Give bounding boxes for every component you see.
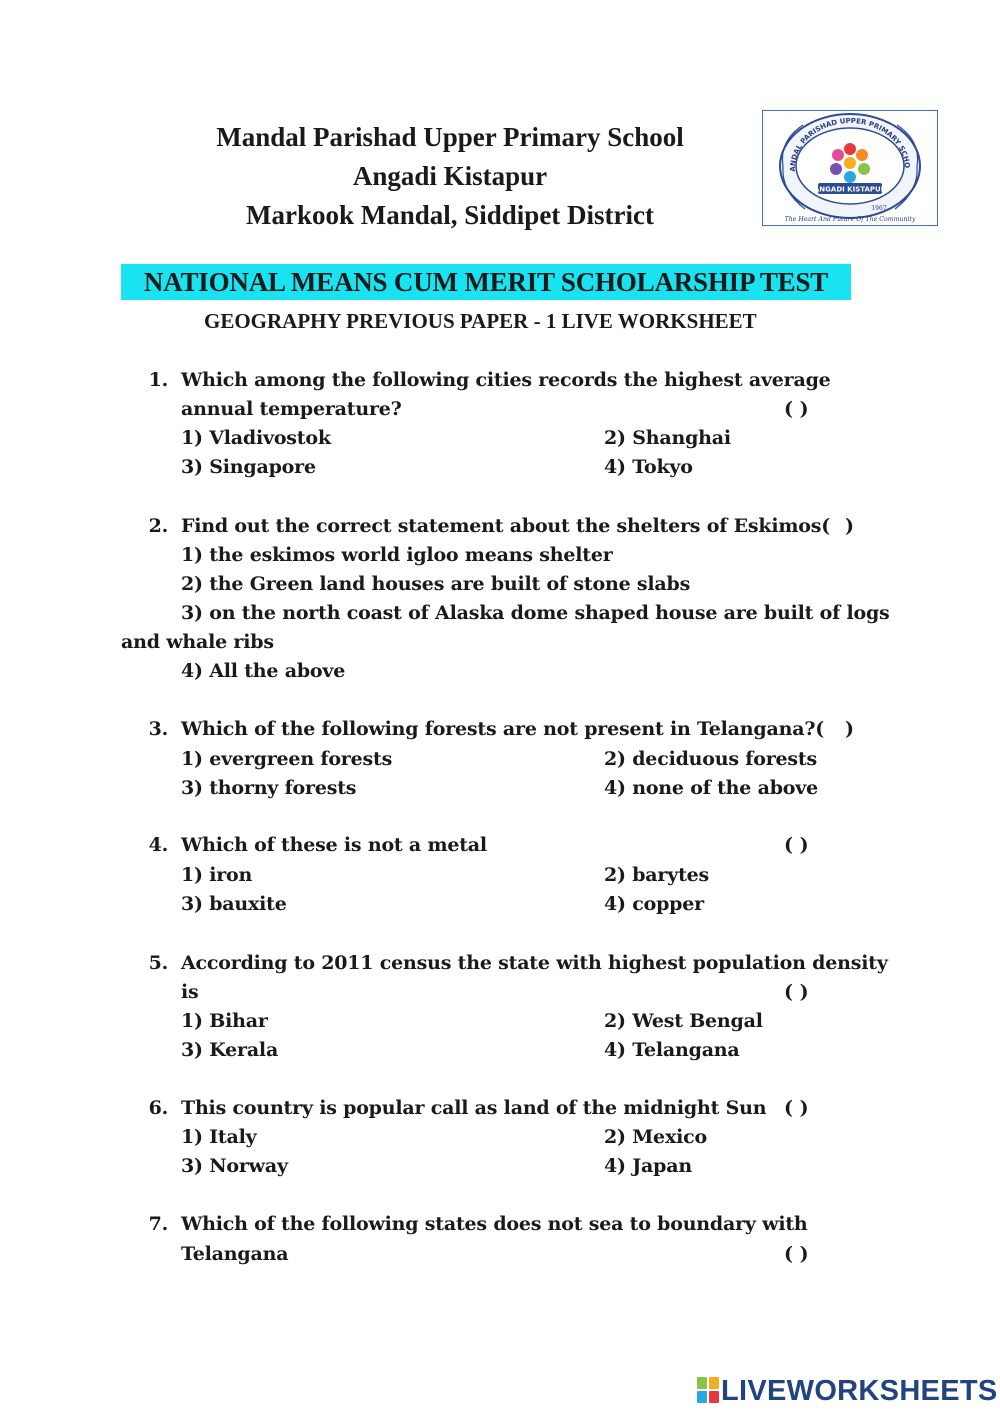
question-text: This country is popular call as land of the midnight Sun — [181, 1097, 767, 1119]
option-3[interactable]: 3) bauxite — [181, 893, 287, 915]
option-4[interactable]: 4) Telangana — [604, 1039, 740, 1061]
option-1[interactable]: 1) Vladivostok — [181, 427, 331, 449]
liveworksheets-logo — [697, 1375, 998, 1411]
option-2[interactable]: 2) barytes — [604, 864, 710, 886]
question-number: 5. — [148, 952, 168, 974]
option-1[interactable]: 1) Bihar — [181, 1010, 268, 1032]
option-2[interactable]: 2) the Green land houses are built of stone slabs — [181, 573, 691, 595]
option-2[interactable]: 2) Shanghai — [604, 427, 731, 449]
question-text: Which of these is not a metal — [181, 834, 487, 856]
question-number: 2. — [148, 515, 168, 537]
school-emblem-icon — [763, 111, 937, 225]
school-logo — [762, 110, 938, 226]
option-2[interactable]: 2) West Bengal — [604, 1010, 763, 1032]
logo-ring-text: ANDAL PARISHAD UPPER PRIMARY SCHO — [788, 116, 912, 172]
logo-village-text: ANGADI KISTAPUR — [813, 185, 887, 194]
question-text-cont: Telangana — [181, 1243, 289, 1265]
school-name: Mandal Parishad Upper Primary School — [216, 122, 684, 152]
option-1[interactable]: 1) the eskimos world igloo means shelter — [181, 544, 613, 566]
option-3[interactable]: 3) Norway — [181, 1155, 288, 1177]
question-number: 3. — [148, 718, 168, 740]
logo-year: 1967 — [871, 205, 887, 212]
school-district: Markook Mandal, Siddipet District — [245, 200, 655, 230]
school-village: Angadi Kistapur — [352, 161, 548, 191]
answer-blank-close[interactable]: ) — [845, 718, 854, 740]
question-number: 1. — [148, 369, 168, 391]
liveworksheets-badge-icon — [697, 1377, 719, 1411]
logo-motto: The Heart And Future Of The Community — [784, 216, 916, 223]
question-number: 4. — [148, 834, 168, 856]
option-2[interactable]: 2) Mexico — [604, 1126, 707, 1148]
question-text: Which among the following cities records the highest average — [181, 369, 831, 391]
option-3[interactable]: 3) on the north coast of Alaska dome shaped house are built of logs — [181, 602, 890, 624]
liveworksheets-wordmark: LIVEWORKSHEETS — [721, 1375, 998, 1407]
answer-blank[interactable]: ( ) — [784, 981, 809, 1003]
option-1[interactable]: 1) iron — [181, 864, 253, 886]
question-text: Which of the following states does not sea to boundary with — [181, 1213, 808, 1235]
question-text: Which of the following forests are not present in Telangana?( — [181, 718, 825, 740]
option-4[interactable]: 4) copper — [604, 893, 704, 915]
paper-subtitle: GEOGRAPHY PREVIOUS PAPER - 1 LIVE WORKSHEET — [204, 309, 757, 333]
question-text: According to 2011 census the state with highest population density — [181, 952, 888, 974]
test-title: NATIONAL MEANS CUM MERIT SCHOLARSHIP TEST — [121, 264, 851, 300]
option-4[interactable]: 4) Japan — [604, 1155, 692, 1177]
question-text-cont: is — [181, 981, 199, 1003]
question-text-cont: annual temperature? — [181, 398, 402, 420]
option-3[interactable]: 3) thorny forests — [181, 777, 357, 799]
answer-blank-close[interactable]: ) — [845, 515, 854, 537]
option-1[interactable]: 1) Italy — [181, 1126, 257, 1148]
option-3[interactable]: 3) Kerala — [181, 1039, 279, 1061]
answer-blank[interactable]: ( ) — [784, 1243, 809, 1265]
question-text: Find out the correct statement about the shelters of Eskimos( — [181, 515, 831, 537]
option-4[interactable]: 4) All the above — [181, 660, 346, 682]
option-2[interactable]: 2) deciduous forests — [604, 748, 817, 770]
answer-blank[interactable]: ( ) — [784, 398, 809, 420]
answer-blank[interactable]: ( ) — [784, 1097, 809, 1119]
option-4[interactable]: 4) Tokyo — [604, 456, 693, 478]
answer-blank[interactable]: ( ) — [784, 834, 809, 856]
question-number: 6. — [148, 1097, 168, 1119]
option-4[interactable]: 4) none of the above — [604, 777, 818, 799]
option-3-cont: and whale ribs — [121, 631, 274, 653]
option-1[interactable]: 1) evergreen forests — [181, 748, 393, 770]
option-3[interactable]: 3) Singapore — [181, 456, 316, 478]
question-number: 7. — [148, 1213, 168, 1235]
